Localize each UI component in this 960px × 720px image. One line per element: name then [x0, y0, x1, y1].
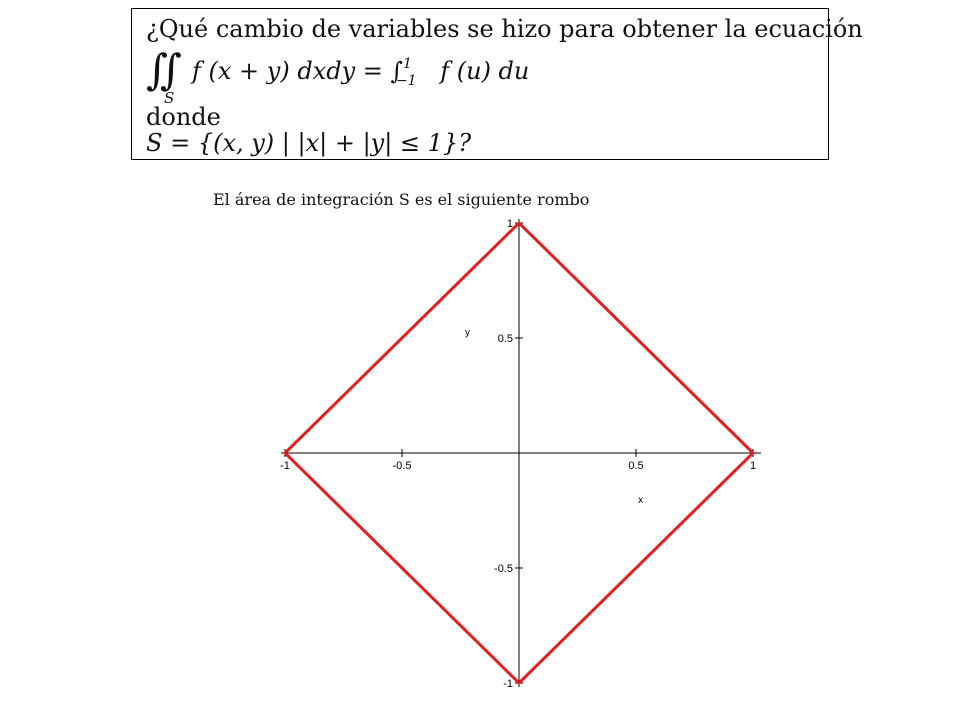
x-tick-label: -1: [280, 460, 290, 472]
y-tick-label: -1: [503, 678, 513, 690]
question-line-donde: donde: [146, 103, 221, 131]
x-tick-label: 0.5: [628, 460, 644, 472]
y-tick-label: 1: [506, 218, 513, 230]
y-tick-label: -0.5: [494, 563, 513, 575]
double-integral-symbol: ∬: [146, 45, 182, 94]
y-axis-label: y: [465, 327, 471, 339]
upper-limit: 1: [403, 56, 412, 72]
question-line-1: ¿Qué cambio de variables se hizo para obtener la ecuación: [146, 15, 863, 43]
x-axis-label: x: [638, 495, 644, 506]
lower-limit: −1: [395, 73, 417, 89]
equation-right: f (u) du: [440, 57, 530, 85]
x-tick-label: -0.5: [392, 460, 412, 472]
equation-left: f (x + y) dxdy = ∫: [192, 57, 404, 85]
y-tick-label: 0.5: [497, 333, 513, 345]
x-tick-label: 1: [749, 460, 757, 472]
region-subscript: S: [164, 89, 175, 107]
chart-caption: El área de integración S es el siguiente rombo: [213, 190, 590, 209]
region-definition: S = {(x, y) | |x| + |y| ≤ 1}?: [146, 129, 472, 157]
